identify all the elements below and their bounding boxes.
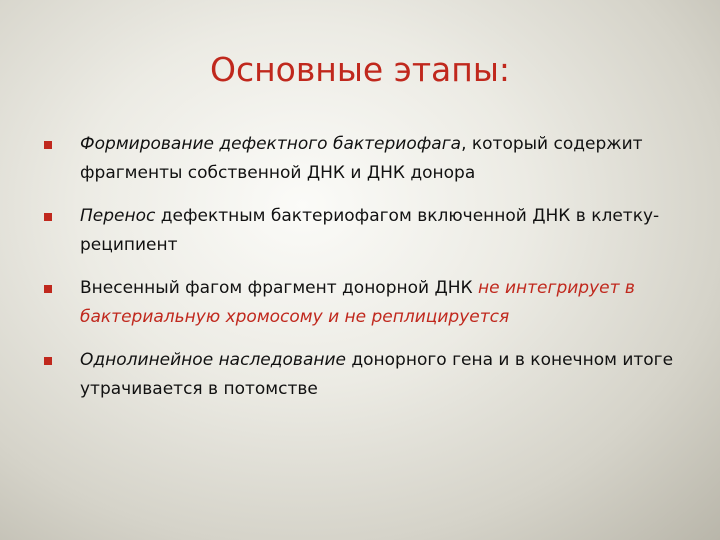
bullet-3-text: Внесенный фагом фрагмент донорной ДНК (80, 278, 479, 298)
bullet-item-4 (40, 346, 680, 404)
bullet-4-text: донорного гена и в конечном итоге утрачивается в потомстве (80, 350, 674, 399)
bullet-4-emphasis: Однолинейное наследование (80, 350, 346, 370)
bullet-1-text: , который содержит фрагменты собственной ДНК и ДНК донора (80, 134, 643, 183)
bullet-3-highlight: не интегрирует в бактериальную хромосому и не реплицируется (80, 278, 635, 327)
square-bullet-icon (44, 213, 52, 221)
square-bullet-icon (44, 285, 52, 293)
square-bullet-icon (44, 357, 52, 365)
bullet-item-2 (40, 202, 680, 260)
slide-title: Основные этапы: (209, 50, 511, 89)
bullet-2-text: дефектным бактериофагом включенной ДНК в клетку-реципиент (80, 206, 660, 255)
bullet-1-emphasis: Формирование дефектного бактериофага (80, 134, 462, 154)
bullet-item-1 (40, 130, 680, 188)
bullet-list (40, 130, 680, 418)
square-bullet-icon (44, 141, 52, 149)
bullet-item-3 (40, 274, 680, 332)
bullet-2-emphasis: Перенос (80, 206, 156, 226)
